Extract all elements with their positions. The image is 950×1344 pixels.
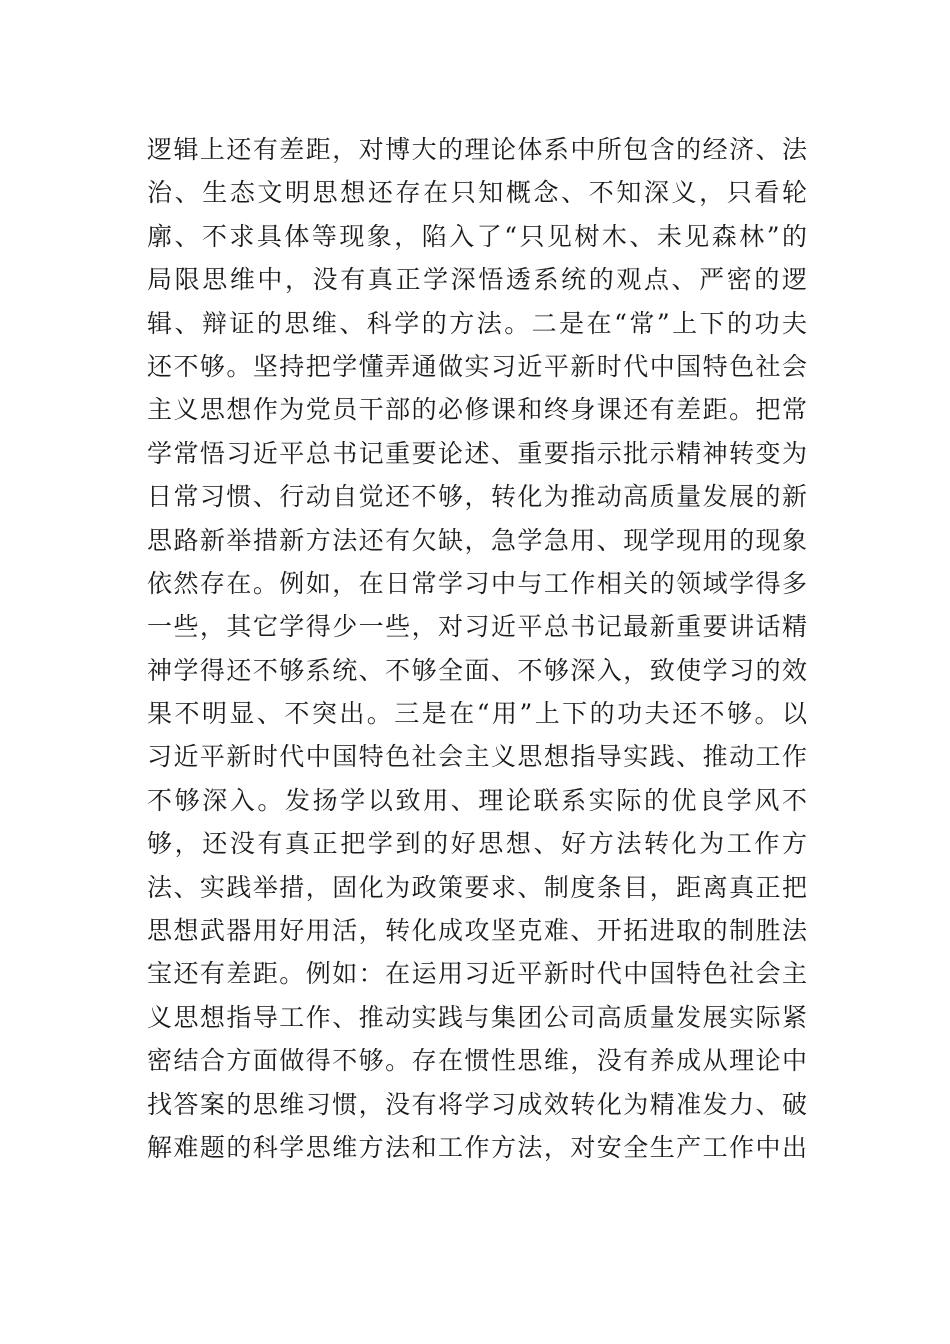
text-line: 依然存在。例如，在日常学习中与工作相关的领域学得多 [147,568,807,598]
text-line: 局限思维中，没有真正学深悟透系统的观点、严密的逻 [147,265,807,295]
text-line: 辑、辩证的思维、科学的方法。二是在“常”上下的功夫 [147,308,807,338]
text-line: 思想武器用好用活，转化成攻坚克难、开拓进取的制胜法 [147,916,807,946]
text-line: 神学得还不够系统、不够全面、不够深入，致使学习的效 [147,655,807,685]
text-line: 够，还没有真正把学到的好思想、好方法转化为工作方 [147,829,807,859]
text-line: 主义思想作为党员干部的必修课和终身课还有差距。把常 [147,395,807,425]
text-line: 密结合方面做得不够。存在惯性思维，没有养成从理论中 [147,1046,807,1076]
text-line: 义思想指导工作、推动实践与集团公司高质量发展实际紧 [147,1002,807,1032]
text-line: 思路新举措新方法还有欠缺，急学急用、现学现用的现象 [147,525,807,555]
text-line: 日常习惯、行动自觉还不够，转化为推动高质量发展的新 [147,482,807,512]
text-line: 逻辑上还有差距，对博大的理论体系中所包含的经济、法 [147,135,807,164]
text-line: 学常悟习近平总书记重要论述、重要指示批示精神转变为 [147,438,807,468]
text-line: 还不够。坚持把学懂弄通做实习近平新时代中国特色社会 [147,351,807,381]
text-line: 果不明显、不突出。三是在“用”上下的功夫还不够。以 [147,699,807,729]
text-line: 解难题的科学思维方法和工作方法，对安全生产工作中出 [147,1132,807,1162]
text-line: 一些，其它学得少一些，对习近平总书记最新重要讲话精 [147,612,807,642]
text-line: 不够深入。发扬学以致用、理论联系实际的优良学风不 [147,785,807,815]
body-text [147,128,807,1169]
text-line: 法、实践举措，固化为政策要求、制度条目，距离真正把 [147,872,807,902]
text-line: 廓、不求具体等现象，陷入了“只见树木、未见森林”的 [147,221,807,251]
text-line: 宝还有差距。例如：在运用习近平新时代中国特色社会主 [147,959,807,989]
text-line: 治、生态文明思想还存在只知概念、不知深义，只看轮 [147,178,807,208]
text-line: 习近平新时代中国特色社会主义思想指导实践、推动工作 [147,742,807,772]
text-line: 找答案的思维习惯，没有将学习成效转化为精准发力、破 [147,1089,807,1119]
